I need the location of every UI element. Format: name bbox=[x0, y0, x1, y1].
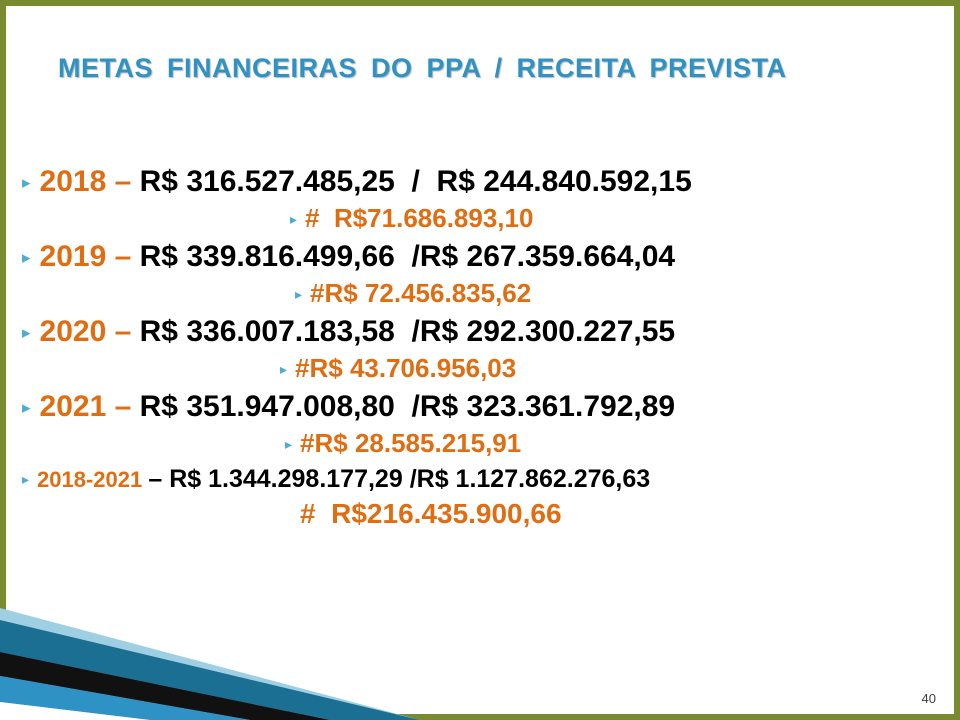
year-label: 2021 – bbox=[39, 390, 140, 423]
list-item bbox=[0, 498, 960, 530]
list-item bbox=[0, 315, 960, 349]
triangle-bullet-icon: ▸ bbox=[22, 323, 31, 342]
year-range-label: 2018-2021 bbox=[37, 467, 149, 492]
difference-value: #R$ 43.706.956,03 bbox=[295, 353, 517, 383]
slide-body bbox=[0, 165, 960, 536]
triangle-bullet-icon: ▸ bbox=[22, 398, 31, 417]
ribbon-svg bbox=[0, 590, 420, 720]
list-item bbox=[0, 428, 960, 459]
ribbon-decoration bbox=[0, 590, 420, 720]
year-label: 2018 – bbox=[39, 165, 140, 198]
triangle-bullet-icon: ▸ bbox=[22, 248, 31, 267]
list-item bbox=[0, 203, 960, 234]
value-pair: R$ 339.816.499,66 /R$ 267.359.664,04 bbox=[139, 240, 676, 273]
difference-value: # R$71.686.893,10 bbox=[305, 203, 534, 233]
triangle-bullet-icon: ▸ bbox=[285, 436, 293, 452]
list-item bbox=[0, 240, 960, 274]
triangle-bullet-icon: ▸ bbox=[22, 471, 30, 487]
list-item bbox=[0, 278, 960, 309]
list-item bbox=[0, 465, 960, 494]
list-item bbox=[0, 353, 960, 384]
triangle-bullet-icon: ▸ bbox=[290, 211, 298, 227]
triangle-bullet-icon: ▸ bbox=[22, 173, 31, 192]
slide-number: 40 bbox=[921, 691, 936, 706]
value-pair: R$ 351.947.008,80 /R$ 323.361.792,89 bbox=[139, 390, 676, 423]
difference-value: #R$ 28.585.215,91 bbox=[300, 428, 522, 458]
slide-border-top bbox=[0, 0, 960, 6]
difference-value: #R$ 72.456.835,62 bbox=[310, 278, 532, 308]
list-item bbox=[0, 165, 960, 199]
year-label: 2020 – bbox=[39, 315, 140, 348]
triangle-bullet-icon: ▸ bbox=[280, 361, 288, 377]
page-title: METAS FINANCEIRAS DO PPA / RECEITA PREVISTA bbox=[58, 53, 787, 83]
difference-total: # R$216.435.900,66 bbox=[300, 498, 562, 529]
value-pair: R$ 316.527.485,25 / R$ 244.840.592,15 bbox=[139, 165, 692, 198]
value-pair: – R$ 1.344.298.177,29 /R$ 1.127.862.276,63 bbox=[148, 465, 651, 493]
year-label: 2019 – bbox=[39, 240, 140, 273]
value-pair: R$ 336.007.183,58 /R$ 292.300.227,55 bbox=[139, 315, 676, 348]
list-item bbox=[0, 390, 960, 424]
triangle-bullet-icon: ▸ bbox=[295, 286, 303, 302]
